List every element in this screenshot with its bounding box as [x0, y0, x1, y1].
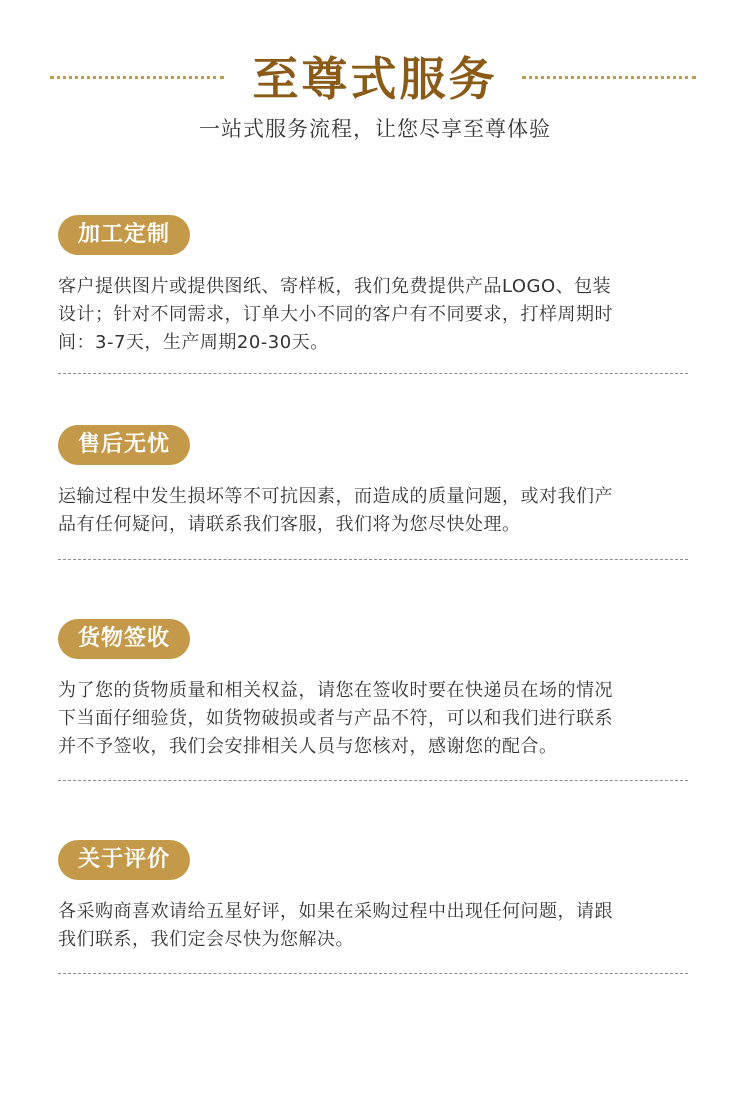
section-text: 为了您的货物质量和相关权益，请您在签收时要在快递员在场的情况 下当面仔细验货，如货物破损或者与产品不符，可以和我们进行联系 并不予签收，我们会安排相关人员与您核对，感谢您的配合。	[58, 680, 613, 757]
section-text: 各采购商喜欢请给五星好评，如果在采购过程中出现任何问题，请跟 我们联系，我们定会尽快为您解决。	[58, 901, 613, 950]
section-divider	[58, 373, 688, 374]
section-badge: 售后无忧	[58, 425, 190, 465]
title-decoration-right	[522, 76, 696, 79]
section-divider	[58, 973, 688, 974]
section-divider	[58, 780, 688, 781]
section-divider	[58, 559, 688, 560]
section-goods-receipt	[58, 619, 690, 761]
page-header	[0, 44, 750, 114]
section-reviews	[58, 840, 690, 954]
section-after-sales	[58, 425, 690, 539]
section-custom-processing	[58, 215, 690, 357]
section-badge: 货物签收	[58, 619, 190, 659]
page-subtitle: 一站式服务流程，让您尽享至尊体验	[199, 117, 551, 141]
section-text: 客户提供图片或提供图纸、寄样板，我们免费提供产品LOGO、包装 设计；针对不同需求，订单大小不同的客户有不同要求，打样周期时 间：3-7天，生产周期20-30天。	[58, 276, 613, 353]
section-text: 运输过程中发生损坏等不可抗因素，而造成的质量问题，或对我们产 品有任何疑问，请联系我们客服，我们将为您尽快处理。	[58, 486, 613, 535]
page-title: 至尊式服务	[252, 52, 498, 106]
section-badge: 关于评价	[58, 840, 190, 880]
section-badge: 加工定制	[58, 215, 190, 255]
